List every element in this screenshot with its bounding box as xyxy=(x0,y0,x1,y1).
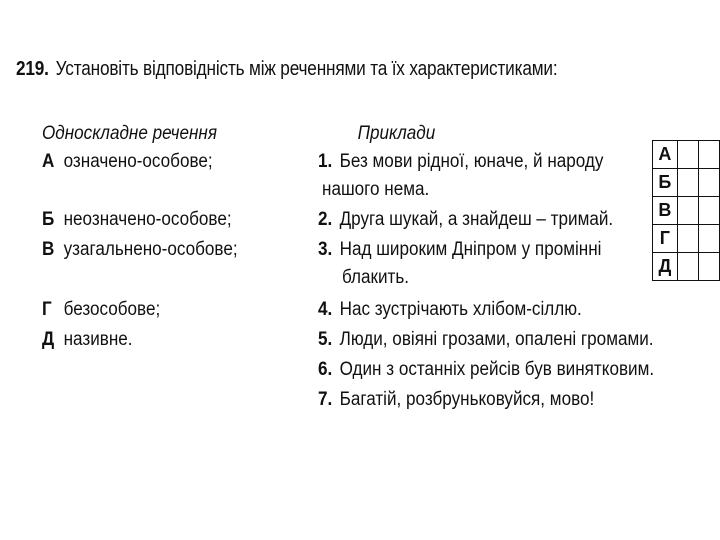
type-letter: Б xyxy=(42,209,55,230)
answer-cell[interactable] xyxy=(677,253,698,281)
example-number: 3. xyxy=(318,239,333,260)
example-3-continuation xyxy=(342,264,409,292)
type-text: неозначено-особове; xyxy=(63,209,232,230)
example-text-cont: нашого нема. xyxy=(322,179,430,200)
type-item-a xyxy=(42,148,213,176)
answer-row-label: А xyxy=(653,141,678,169)
type-letter: В xyxy=(42,239,55,260)
example-text: Над широким Дніпром у промінні xyxy=(339,239,602,260)
answer-grid xyxy=(652,140,720,281)
example-text: Багатій, розбруньковуйся, мово! xyxy=(339,389,595,410)
type-letter: А xyxy=(42,151,55,172)
example-6 xyxy=(318,356,654,384)
type-item-d xyxy=(42,326,133,354)
example-3 xyxy=(318,236,601,264)
example-text: Люди, овіяні грозами, опалені громами. xyxy=(339,329,654,350)
type-letter: Г xyxy=(42,299,52,320)
answer-cell[interactable] xyxy=(677,141,698,169)
sentence-types-column xyxy=(42,120,312,350)
type-item-v xyxy=(42,236,238,264)
example-number: 7. xyxy=(318,389,333,410)
task-text: Установіть відповідність між реченнями та їх характеристиками: xyxy=(55,58,558,80)
task-title xyxy=(16,58,557,81)
example-text: Один з останніх рейсів був винятковим. xyxy=(339,359,655,380)
example-5 xyxy=(318,326,654,354)
task-number: 219. xyxy=(16,58,49,80)
type-item-b xyxy=(42,206,232,234)
examples-column xyxy=(318,120,678,410)
answer-cell[interactable] xyxy=(677,169,698,197)
type-letter: Д xyxy=(42,329,55,350)
answer-cell[interactable] xyxy=(698,197,719,225)
type-text: називне. xyxy=(63,329,133,350)
example-4 xyxy=(318,296,582,324)
sentence-types-heading: Односкладне речення xyxy=(42,123,217,144)
example-1 xyxy=(318,148,603,176)
answer-row-d xyxy=(653,253,720,281)
answer-row-label: Д xyxy=(653,253,678,281)
example-number: 1. xyxy=(318,151,333,172)
example-1-continuation xyxy=(322,176,429,204)
answer-row-label: В xyxy=(653,197,678,225)
answer-cell[interactable] xyxy=(698,225,719,253)
example-number: 6. xyxy=(318,359,333,380)
type-item-h xyxy=(42,296,160,324)
example-number: 4. xyxy=(318,299,333,320)
answer-row-label: Г xyxy=(653,225,678,253)
answer-row-v xyxy=(653,197,720,225)
example-text: Нас зустрічають хлібом-сіллю. xyxy=(339,299,582,320)
examples-heading: Приклади xyxy=(357,123,436,144)
answer-row-b xyxy=(653,169,720,197)
answer-cell[interactable] xyxy=(698,141,719,169)
answer-cell[interactable] xyxy=(677,197,698,225)
answer-cell[interactable] xyxy=(677,225,698,253)
example-7 xyxy=(318,386,594,414)
answer-row-a xyxy=(653,141,720,169)
example-2 xyxy=(318,206,613,234)
answer-cell[interactable] xyxy=(698,253,719,281)
type-text: означено-особове; xyxy=(63,151,213,172)
answer-row-label: Б xyxy=(653,169,678,197)
example-text-cont: блакить. xyxy=(342,267,410,288)
example-number: 5. xyxy=(318,329,333,350)
type-text: узагальнено-особове; xyxy=(63,239,238,260)
example-text: Без мови рідної, юначе, й народу xyxy=(339,151,604,172)
type-text: безособове; xyxy=(63,299,161,320)
example-number: 2. xyxy=(318,209,333,230)
answer-row-h xyxy=(653,225,720,253)
example-text: Друга шукай, а знайдеш – тримай. xyxy=(339,209,614,230)
answer-cell[interactable] xyxy=(698,169,719,197)
